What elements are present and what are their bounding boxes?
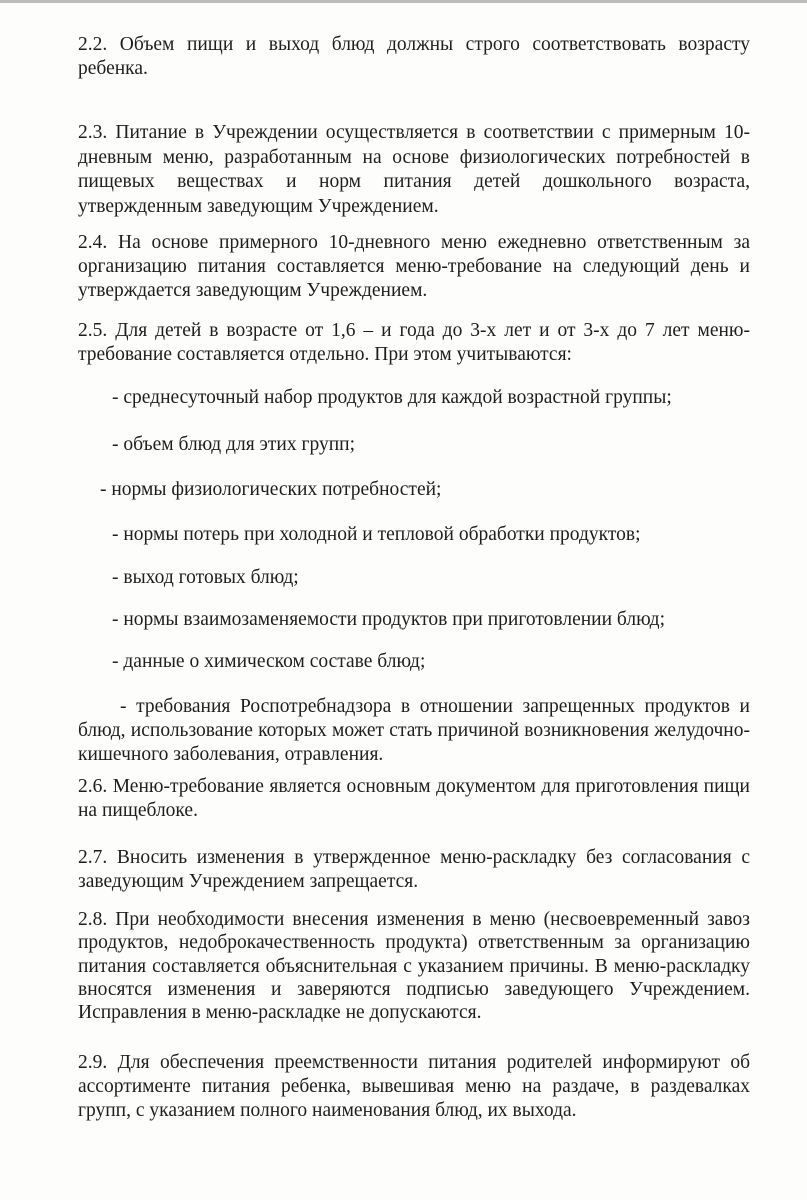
list-item: - выход готовых блюд; — [112, 567, 299, 588]
list-item: - данные о химическом составе блюд; — [112, 651, 426, 672]
paragraph-2-8: 2.8. При необходимости внесения изменения в меню (несвоевременный завоз продуктов, недоброкачественность продукта) ответственным за организацию питания составляется объяснительная с указанием причины. В меню-раскладку вносятся изменения и заверяются подписью заведующего Учреждением. Исправления в меню-раскладке не допускаются. — [78, 909, 750, 1024]
paragraph-2-5: 2.5. Для детей в возрасте от 1,6 – и года до 3-х лет и от 3-х до 7 лет меню-требование составляется отдельно. При этом учитываются: — [78, 320, 750, 365]
paragraph-2-4: 2.4. На основе примерного 10-дневного меню ежедневно ответственным за организацию питания составляется меню-требование на следующий день и утверждается заведующим Учреждением. — [78, 232, 750, 301]
paragraph-2-2: 2.2. Объем пищи и выход блюд должны строго соответствовать возрасту ребенка. — [78, 34, 750, 79]
list-item: - нормы потерь при холодной и тепловой обработки продуктов; — [112, 524, 641, 545]
paragraph-2-3: 2.3. Питание в Учреждении осуществляется в соответствии с примерным 10-дневным меню, разработанным на основе физиологических потребностей в пищевых веществах и норм питания детей дошкольного возраста, утвержденным заведующим Учреждением. — [78, 122, 750, 217]
list-item: - объем блюд для этих групп; — [112, 434, 356, 455]
list-item: - нормы взаимозаменяемости продуктов при приготовлении блюд; — [112, 609, 665, 630]
list-item: - среднесуточный набор продуктов для каждой возрастной группы; — [112, 387, 672, 408]
paragraph-2-7: 2.7. Вносить изменения в утвержденное меню-раскладку без согласования с заведующим Учреждением запрещается. — [78, 847, 750, 892]
paragraph-rospotrebnadzor: - требования Роспотребнадзора в отношении запрещенных продуктов и блюд, использование которых может стать причиной возникновения желудочно-кишечного заболевания, отравления. — [78, 696, 750, 765]
paragraph-2-6: 2.6. Меню-требование является основным документом для приготовления пищи на пищеблоке. — [78, 776, 750, 821]
list-item: - нормы физиологических потребностей; — [100, 479, 442, 500]
paragraph-2-9: 2.9. Для обеспечения преемственности питания родителей информируют об ассортименте питания ребенка, вывешивая меню на раздаче, в раздевалках групп, с указанием полного наименования блюд, их выхода. — [78, 1052, 750, 1121]
scan-edge — [0, 0, 807, 3]
